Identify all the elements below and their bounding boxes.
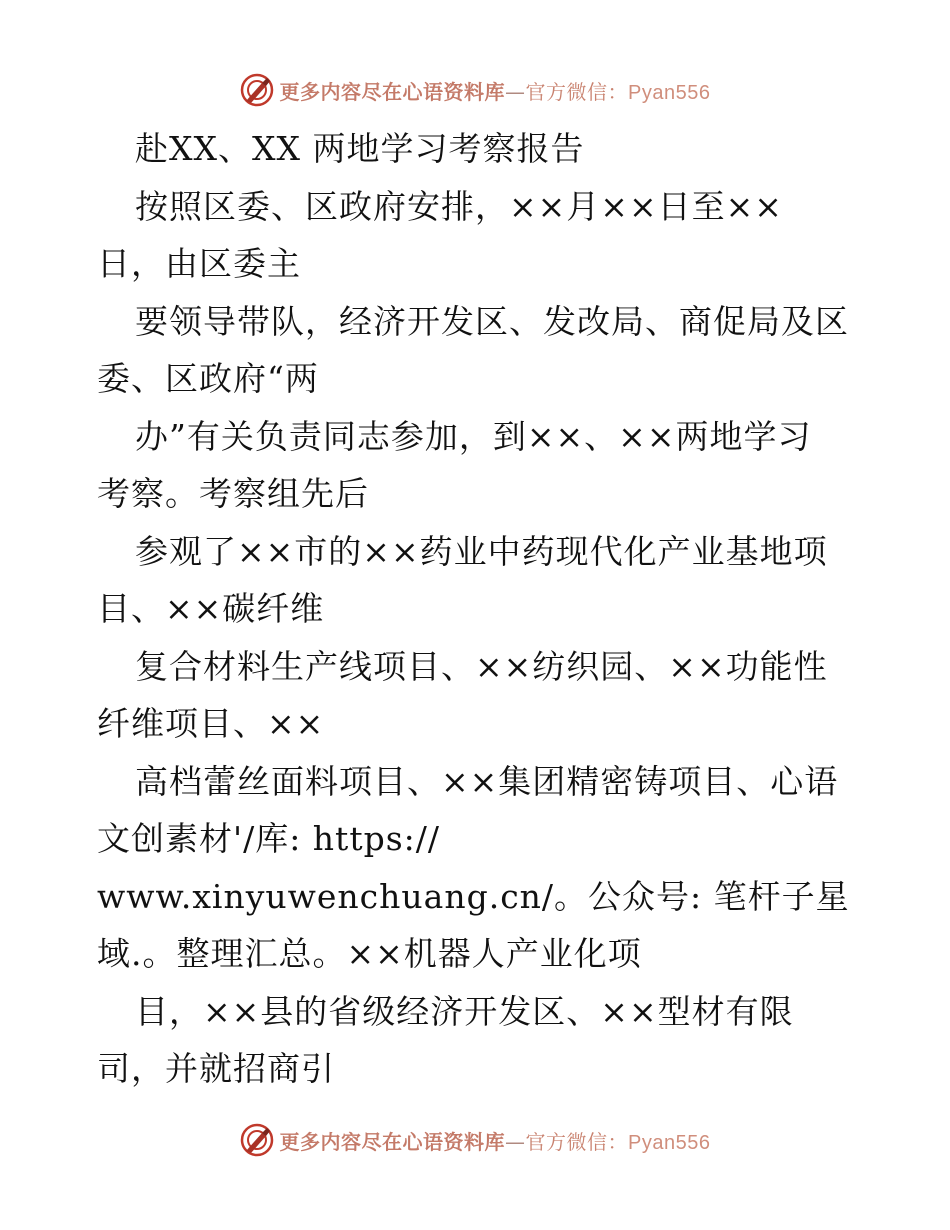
paragraph-line: 按照区委、区政府安排，××月××日至×× <box>135 186 783 226</box>
footer-banner-prefix: 更多内容尽在心语资料库 <box>279 1129 506 1154</box>
paragraph-line: www.xinyuwenchuang.cn/。公众号: 笔杆子星 <box>97 876 850 916</box>
paragraph-line: 纤维项目、×× <box>97 704 325 743</box>
paragraph-line: 参观了××市的××药业中药现代化产业基地项 <box>135 531 828 571</box>
xinyu-logo-icon <box>240 1123 274 1157</box>
footer-banner-label: 官方微信： <box>525 1129 629 1154</box>
footer-banner <box>0 1120 950 1160</box>
paragraph-line: 目，××县的省级经济开发区、××型材有限 <box>135 991 794 1031</box>
paragraph-line: 目、××碳纤维 <box>97 589 325 628</box>
header-banner-text <box>280 76 711 105</box>
paragraph-line: 要领导带队，经济开发区、发改局、商促局及区 <box>135 301 849 341</box>
header-banner-wechat: Pyan556 <box>628 81 711 104</box>
footer-banner-text <box>280 1126 711 1155</box>
paragraph-line: 高档蕾丝面料项目、××集团精密铸项目、心语 <box>135 761 839 801</box>
paragraph-line: 办”有关负责同志参加，到××、××两地学习 <box>135 416 812 456</box>
paragraph-line: 委、区政府“两 <box>97 359 319 398</box>
paragraph-line: 司，并就招商引 <box>97 1049 335 1088</box>
header-banner-label: 官方微信： <box>525 79 629 104</box>
xinyu-logo-icon <box>240 73 274 107</box>
paragraph-line: 复合材料生产线项目、××纺织园、××功能性 <box>135 646 828 686</box>
header-banner <box>0 70 950 110</box>
paragraph-line: 日，由区委主 <box>97 244 301 283</box>
paragraph-line: 考察。考察组先后 <box>97 474 369 513</box>
footer-banner-wechat: Pyan556 <box>628 1131 711 1154</box>
paragraph-line: 域.。整理汇总。××机器人产业化项 <box>97 934 642 973</box>
header-banner-prefix: 更多内容尽在心语资料库 <box>279 79 506 104</box>
footer-banner-separator: — <box>505 1129 526 1154</box>
paragraph-line: 文创素材'/库: https:// <box>97 819 440 858</box>
document-title: 赴XX、XX 两地学习考察报告 <box>135 129 585 168</box>
document-body <box>97 120 857 1098</box>
header-banner-separator: — <box>505 79 526 104</box>
